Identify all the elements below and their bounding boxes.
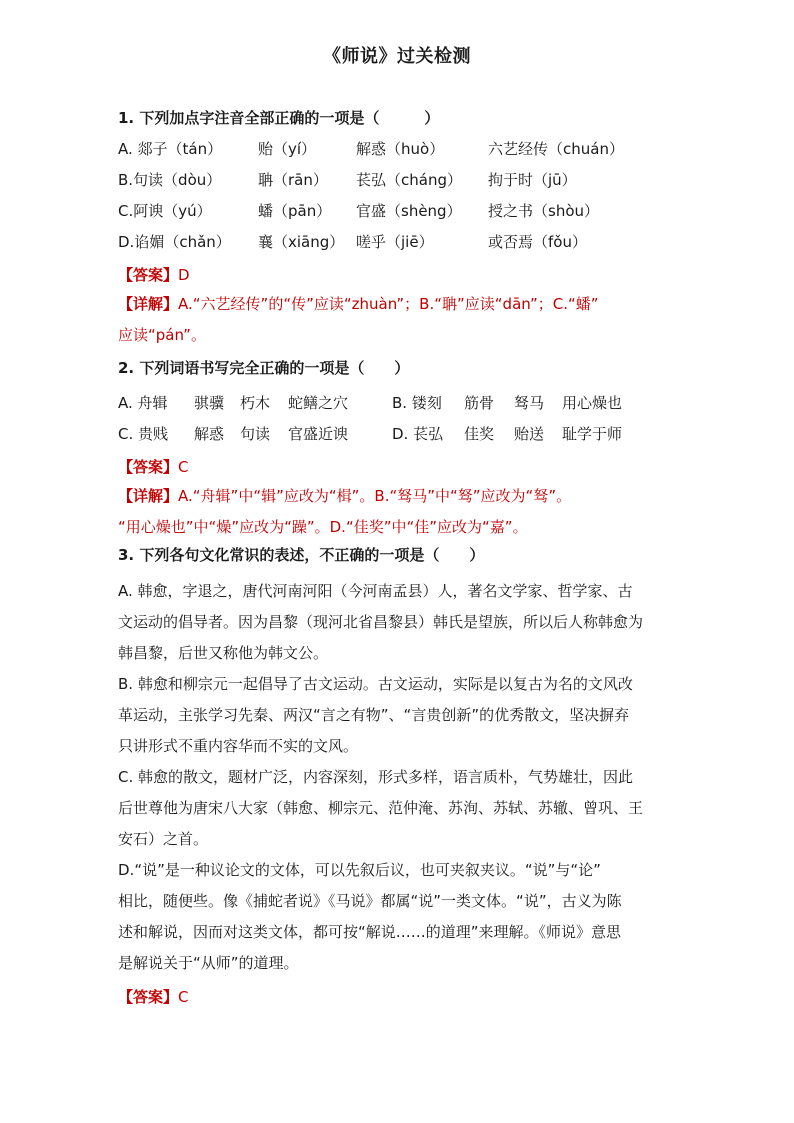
option-text: 只讲形式不重内容华而不实的文风。: [118, 737, 359, 755]
detail-text: “用心燥也”中“燥”应改为“躁”。D.“佳奖”中“佳”应改为“嘉”。: [118, 518, 528, 536]
option-cell: 贻（yí）: [258, 140, 317, 158]
question-2-detail: [118, 481, 678, 543]
detail-text: 应读“pán”。: [118, 326, 206, 344]
option-cell: 筋骨: [464, 394, 495, 412]
question-1-detail: [118, 289, 678, 351]
question-2-stem: 2. 下列词语书写完全正确的一项是（ ）: [118, 359, 410, 377]
option-cell: 聃（rān）: [258, 171, 328, 189]
option-cell: 六艺经传（chuán）: [488, 140, 624, 158]
option-cell: 官盛（shèng）: [356, 202, 462, 220]
option-text: 文运动的倡导者。因为昌黎（现河北省昌黎县）韩氏是望族，所以后人称韩愈为: [118, 613, 644, 631]
question-3-option-d: [118, 855, 676, 979]
question-1-answer: [118, 264, 190, 285]
option-text: 安石）之首。: [118, 830, 209, 848]
option-cell: 蛇鳝之穴: [288, 394, 349, 412]
option-text: 后世尊他为唐宋八大家（韩愈、柳宗元、范仲淹、苏洵、苏轼、苏辙、曾巩、王: [118, 799, 644, 817]
option-cell: 用心燥也: [562, 394, 623, 412]
option-cell: 贻送: [514, 425, 545, 443]
question-1-stem: 1. 下列加点字注音全部正确的一项是（ ）: [118, 109, 440, 127]
answer-value: D: [178, 266, 190, 284]
option-cell: 解惑: [194, 425, 225, 443]
page-title: 《师说》过关检测: [323, 46, 471, 67]
option-cell: 佳奖: [464, 425, 495, 443]
option-cell: 苌弘（cháng）: [356, 171, 462, 189]
option-cell: 蟠（pān）: [258, 202, 332, 220]
option-cell: A. 舟辑: [118, 394, 168, 412]
detail-tag: 【详解】: [118, 487, 179, 505]
detail-tag: 【详解】: [118, 295, 179, 313]
detail-text: A.“舟辑”中“辑”应改为“楫”。B.“驽马”中“驽”应改为“驽”。: [178, 487, 572, 505]
question-3-answer: [118, 986, 189, 1007]
option-text: 韩昌黎，后世又称他为韩文公。: [118, 644, 329, 662]
option-text: 述和解说，因而对这类文体，都可按“解说……的道理”来理解。《师说》意思: [118, 923, 622, 941]
option-text: A. 韩愈，字退之，唐代河南河阳（今河南孟县）人，著名文学家、哲学家、古: [118, 582, 633, 600]
option-cell: 嗟乎（jiē）: [356, 233, 434, 251]
question-2-answer: [118, 456, 189, 477]
option-text: B. 韩愈和柳宗元一起倡导了古文运动。古文运动，实际是以复古为名的文风改: [118, 675, 633, 693]
option-text: 相比，随便些。像《捕蛇者说》《马说》都属“说”一类文体。“说”，古义为陈: [118, 892, 622, 910]
detail-text: A.“六艺经传”的“传”应读“zhuàn”；B.“聃”应读“dān”；C.“蟠”: [178, 295, 599, 313]
option-cell: D. 苌弘: [392, 425, 444, 443]
option-text: D.“说”是一种议论文的文体，可以先叙后议，也可夹叙夹议。“说”与“论”: [118, 861, 601, 879]
option-cell: 驽马: [514, 394, 545, 412]
option-text: C. 韩愈的散文，题材广泛，内容深刻，形式多样，语言质朴，气势雄壮，因此: [118, 768, 634, 786]
option-cell: C. 贵贱: [118, 425, 169, 443]
option-cell: 拘于时（jū）: [488, 171, 577, 189]
option-cell: A. 郯子（tán）: [118, 140, 223, 158]
option-cell: 授之书（shòu）: [488, 202, 600, 220]
question-3-stem: 3. 下列各句文化常识的表述，不正确的一项是（ ）: [118, 546, 485, 564]
option-cell: 骐骥: [194, 394, 225, 412]
answer-tag: 【答案】: [118, 988, 179, 1006]
option-text: 革运动，主张学习先秦、两汉“言之有物”、“言贵创新”的优秀散文，坚决摒弃: [118, 706, 630, 724]
answer-value: C: [178, 458, 189, 476]
option-cell: 耻学于师: [562, 425, 623, 443]
answer-tag: 【答案】: [118, 458, 179, 476]
question-3-option-a: [118, 576, 676, 669]
option-cell: B. 镂刻: [392, 394, 442, 412]
option-cell: C.阿谀（yú）: [118, 202, 212, 220]
option-cell: 或否焉（fǒu）: [488, 233, 587, 251]
question-3-option-c: [118, 762, 676, 855]
question-3-option-b: [118, 669, 676, 762]
option-cell: 句读: [240, 425, 271, 443]
option-cell: D.谄媚（chǎn）: [118, 233, 231, 251]
option-cell: 朽木: [240, 394, 271, 412]
answer-value: C: [178, 988, 189, 1006]
option-cell: 解惑（huò）: [356, 140, 445, 158]
option-cell: 官盛近谀: [288, 425, 349, 443]
option-cell: 襄（xiāng）: [258, 233, 345, 251]
option-text: 是解说关于“从师”的道理。: [118, 954, 299, 972]
answer-tag: 【答案】: [118, 266, 179, 284]
option-cell: B.句读（dòu）: [118, 171, 222, 189]
